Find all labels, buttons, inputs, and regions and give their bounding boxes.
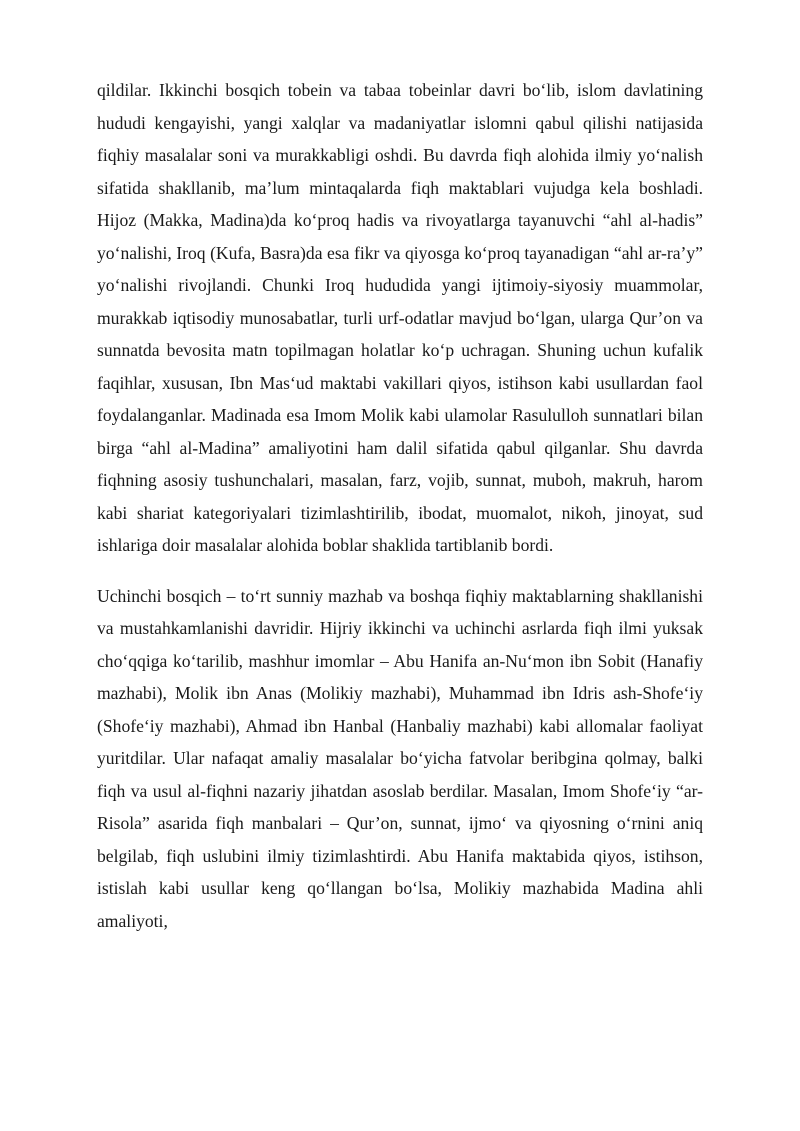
document-body — [97, 74, 703, 937]
paragraph-second-stage: qildilar. Ikkinchi bosqich tobein va tabaa tobeinlar davri bo‘lib, islom davlatining hududi kengayishi, yangi xalqlar va madaniyatlar islomni qabul qilishi natijasida fiqhiy masalalar soni va murakkabligi oshdi. Bu davrda fiqh alohida ilmiy yo‘nalish sifatida shakllanib, ma’lum mintaqalarda fiqh maktablari vujudga kela boshladi. Hijoz (Makka, Madina)da ko‘proq hadis va rivoyatlarga tayanuvchi “ahl al-hadis” yo‘nalishi, Iroq (Kufa, Basra)da esa fikr va qiyosga ko‘proq tayanadigan “ahl ar-ra’y” yo‘nalishi rivojlandi. Chunki Iroq hududida yangi ijtimoiy-siyosiy muammolar, murakkab iqtisodiy munosabatlar, turli urf-odatlar mavjud bo‘lgan, ularga Qur’on va sunnatda bevosita matn topilmagan holatlar ko‘p uchragan. Shuning uchun kufalik faqihlar, xususan, Ibn Mas‘ud maktabi vakillari qiyos, istihson kabi usullardan faol foydalanganlar. Madinada esa Imom Molik kabi ulamolar Rasululloh sunnatlari bilan birga “ahl al-Madina” amaliyotini ham dalil sifatida qabul qilganlar. Shu davrda fiqhning asosiy tushunchalari, masalan, farz, vojib, sunnat, muboh, makruh, harom kabi shariat kategoriyalari tizimlashtirilib, ibodat, muomalot, nikoh, jinoyat, sud ishlariga doir masalalar alohida boblar shaklida tartiblanib bordi. — [97, 80, 703, 555]
paragraph-third-stage: Uchinchi bosqich – to‘rt sunniy mazhab va boshqa fiqhiy maktablarning shakllanishi va mustahkamlanishi davridir. Hijriy ikkinchi va uchinchi asrlarda fiqh ilmi yuksak cho‘qqiga ko‘tarilib, mashhur imomlar – Abu Hanifa an-Nu‘mon ibn Sobit (Hanafiy mazhabi), Molik ibn Anas (Molikiy mazhabi), Muhammad ibn Idris ash-Shofe‘iy (Shofe‘iy mazhabi), Ahmad ibn Hanbal (Hanbaliy mazhabi) kabi allomalar faoliyat yuritdilar. Ular nafaqat amaliy masalalar bo‘yicha fatvolar beribgina qolmay, balki fiqh va usul al-fiqhni nazariy jihatdan asoslab berdilar. Masalan, Imom Shofe‘iy “ar-Risola” asarida fiqh manbalari – Qur’on, sunnat, ijmo‘ va qiyosning o‘rnini aniq belgilab, fiqh uslubini ilmiy tizimlashtirdi. Abu Hanifa maktabida qiyos, istihson, istislah kabi usullar keng qo‘llangan bo‘lsa, Molikiy mazhabida Madina ahli amaliyoti, — [97, 585, 703, 931]
